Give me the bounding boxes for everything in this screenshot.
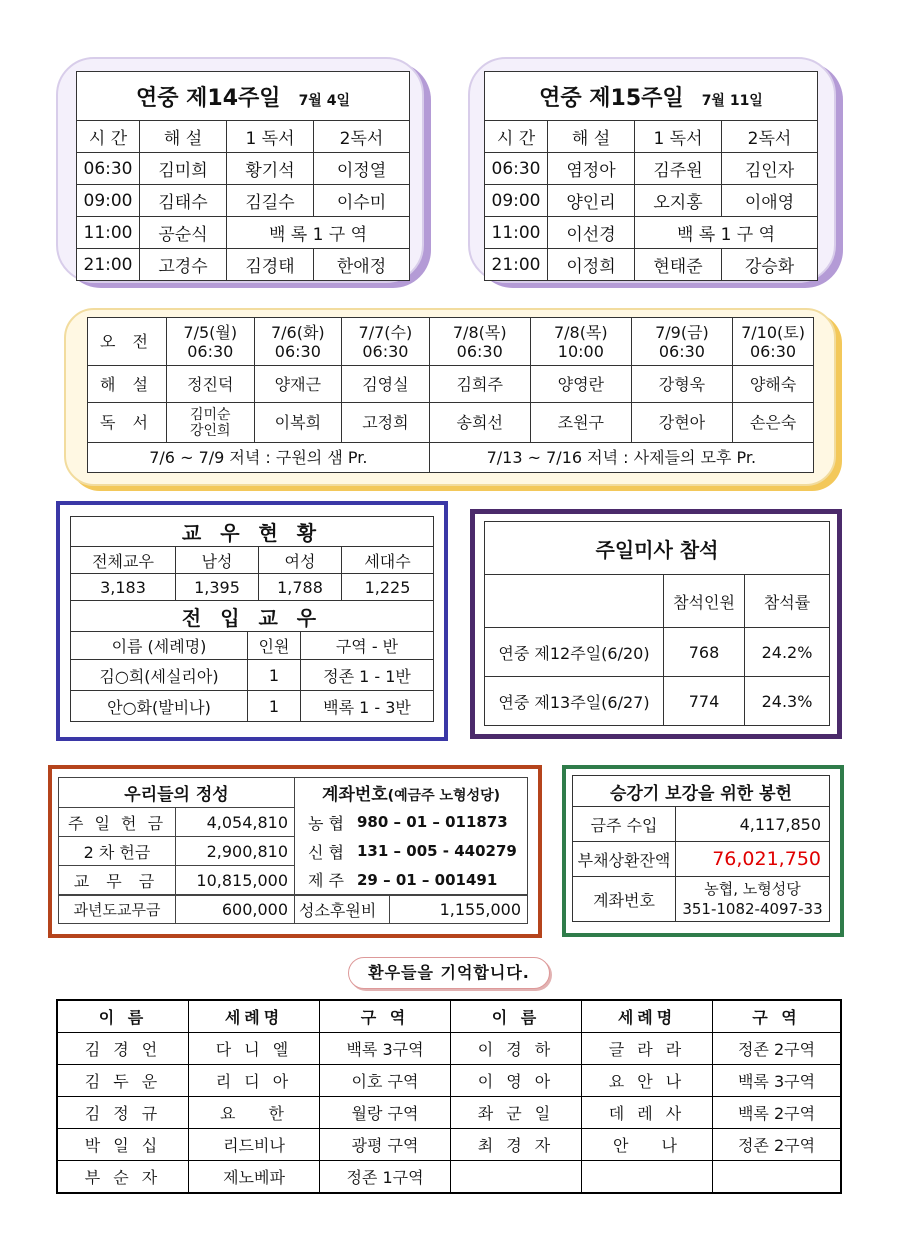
mass-header: 참석률 bbox=[745, 575, 830, 628]
offering-bank: 농 협 bbox=[295, 808, 358, 837]
weekday-date-cell bbox=[429, 318, 530, 366]
repair-account-number: 351-1082-4097-33 bbox=[682, 900, 823, 918]
week14-cell: 한애정 bbox=[314, 249, 410, 281]
remember-header: 구 역 bbox=[320, 1000, 451, 1033]
offering-amount: 4,054,810 bbox=[176, 808, 295, 837]
weekday-date: 7/7(수) bbox=[358, 322, 413, 342]
account-holder: (예금주 노형성당) bbox=[387, 788, 501, 805]
mass-week: 연중 제13주일(6/27) bbox=[485, 677, 664, 726]
week14-header: 2독서 bbox=[314, 121, 410, 153]
week15-cell: 염정아 bbox=[548, 153, 635, 185]
remember-name: 김 두 운 bbox=[57, 1065, 189, 1097]
remember-name: 이 경 하 bbox=[451, 1033, 582, 1065]
repair-title: 승강기 보강을 위한 봉헌 bbox=[573, 776, 830, 807]
weekday-commentary: 강형욱 bbox=[631, 366, 732, 403]
remember-name: 이 영 아 bbox=[451, 1065, 582, 1097]
weekday-note: 7/13 ~ 7/16 저녁 : 사제들의 모후 Pr. bbox=[429, 443, 813, 473]
week14-time: 21:00 bbox=[77, 249, 140, 281]
remember-baptismal: 리 디 아 bbox=[189, 1065, 320, 1097]
remember-baptismal: 요 안 나 bbox=[582, 1065, 713, 1097]
week14-cell: 김미희 bbox=[140, 153, 227, 185]
weekday-date-cell bbox=[167, 318, 255, 366]
offering-amount: 1,155,000 bbox=[390, 896, 528, 924]
members-header: 세대수 bbox=[342, 547, 434, 574]
offering-label: 주 일 헌 금 bbox=[59, 808, 176, 837]
offering-amount: 10,815,000 bbox=[176, 866, 295, 895]
week14-cell: 고경수 bbox=[140, 249, 227, 281]
week15-header: 시 간 bbox=[485, 121, 548, 153]
week15-cell: 강승화 bbox=[722, 249, 818, 281]
week14-cell: 이수미 bbox=[314, 185, 410, 217]
offering-account: 131 – 005 - 440279 bbox=[357, 837, 528, 866]
remember-district: 백록 3구역 bbox=[320, 1033, 451, 1065]
members-title: 교 우 현 황 bbox=[71, 517, 434, 547]
week14-cell: 김경태 bbox=[227, 249, 314, 281]
weekday-commentary: 양재근 bbox=[254, 366, 342, 403]
repair-value: 4,117,850 bbox=[676, 807, 830, 842]
remember-header: 세례명 bbox=[582, 1000, 713, 1033]
remember-district: 백록 3구역 bbox=[713, 1065, 842, 1097]
week15-time: 11:00 bbox=[485, 217, 548, 249]
weekday-date-cell bbox=[254, 318, 342, 366]
week15-cell: 이선경 bbox=[548, 217, 635, 249]
offering-account: 980 – 01 – 011873 bbox=[357, 808, 528, 837]
remember-baptismal: 리드비나 bbox=[189, 1129, 320, 1161]
week14-title-cell bbox=[77, 72, 410, 121]
weekday-date: 7/6(화) bbox=[270, 322, 325, 342]
new-members-header: 이름 (세례명) bbox=[71, 632, 248, 660]
repair-table bbox=[572, 775, 830, 922]
week15-cell: 오지홍 bbox=[635, 185, 722, 217]
repair-account-label: 계좌번호 bbox=[573, 877, 676, 922]
members-value: 3,183 bbox=[71, 574, 176, 601]
weekday-row-label: 오 전 bbox=[88, 318, 167, 366]
week14-time: 06:30 bbox=[77, 153, 140, 185]
weekday-reading: 송희선 bbox=[429, 403, 530, 443]
weekday-reading: 손은숙 bbox=[733, 403, 814, 443]
remember-name: 부 순 자 bbox=[57, 1161, 189, 1194]
members-value: 1,395 bbox=[176, 574, 259, 601]
remember-header: 이 름 bbox=[57, 1000, 189, 1033]
remember-name: 최 경 자 bbox=[451, 1129, 582, 1161]
week14-table bbox=[76, 71, 410, 281]
week15-header: 해 설 bbox=[548, 121, 635, 153]
week14-title: 연중 제14주일 bbox=[136, 85, 281, 111]
week14-cell: 이정열 bbox=[314, 153, 410, 185]
remember-table bbox=[56, 999, 842, 1194]
weekday-date-cell bbox=[342, 318, 430, 366]
weekday-time: 06:30 bbox=[187, 341, 234, 361]
week14-header: 1 독서 bbox=[227, 121, 314, 153]
week15-cell: 백 록 1 구 역 bbox=[635, 217, 818, 249]
remember-district: 백록 2구역 bbox=[713, 1097, 842, 1129]
new-member-name: 김○희(세실리아) bbox=[71, 660, 248, 691]
weekday-note: 7/6 ~ 7/9 저녁 : 구원의 샘 Pr. bbox=[88, 443, 430, 473]
week14-cell: 백 록 1 구 역 bbox=[227, 217, 410, 249]
offering-amount: 600,000 bbox=[176, 896, 295, 924]
remember-district bbox=[713, 1161, 842, 1194]
weekday-row-label: 독 서 bbox=[88, 403, 167, 443]
weekday-reading: 김미순 강인희 bbox=[167, 403, 255, 443]
members-header: 여성 bbox=[259, 547, 342, 574]
remember-baptismal: 안 나 bbox=[582, 1129, 713, 1161]
remember-name: 김 경 언 bbox=[57, 1033, 189, 1065]
repair-debt-value: 76,021,750 bbox=[676, 842, 830, 877]
remember-name: 박 일 십 bbox=[57, 1129, 189, 1161]
weekday-reading: 강현아 bbox=[631, 403, 732, 443]
members-value: 1,788 bbox=[259, 574, 342, 601]
offering-bank: 신 협 bbox=[295, 837, 358, 866]
remember-district: 광평 구역 bbox=[320, 1129, 451, 1161]
week14-cell: 공순식 bbox=[140, 217, 227, 249]
offering-account: 29 – 01 – 001491 bbox=[357, 866, 528, 895]
weekday-commentary: 정진덕 bbox=[167, 366, 255, 403]
weekday-time: 10:00 bbox=[557, 341, 604, 361]
mass-header: 참석인원 bbox=[664, 575, 745, 628]
week15-time: 21:00 bbox=[485, 249, 548, 281]
remember-baptismal: 다 니 엘 bbox=[189, 1033, 320, 1065]
weekday-commentary: 김희주 bbox=[429, 366, 530, 403]
mass-header bbox=[485, 575, 664, 628]
weekday-commentary: 양해숙 bbox=[733, 366, 814, 403]
new-member-count: 1 bbox=[248, 660, 301, 691]
week14-time: 09:00 bbox=[77, 185, 140, 217]
offering-bank: 제 주 bbox=[295, 866, 358, 895]
offering-title: 우리들의 정성 bbox=[59, 778, 295, 808]
weekday-time: 06:30 bbox=[658, 341, 705, 361]
offering-last-table bbox=[58, 895, 528, 924]
week15-time: 09:00 bbox=[485, 185, 548, 217]
week15-header: 2독서 bbox=[722, 121, 818, 153]
weekday-time: 06:30 bbox=[749, 341, 797, 361]
weekday-date: 7/10(토) bbox=[741, 322, 805, 342]
remember-header: 세례명 bbox=[189, 1000, 320, 1033]
offering-label: 2 차 헌금 bbox=[59, 837, 176, 866]
offering-table bbox=[58, 777, 528, 895]
weekday-row-label: 해 설 bbox=[88, 366, 167, 403]
week15-cell: 이정희 bbox=[548, 249, 635, 281]
week15-header: 1 독서 bbox=[635, 121, 722, 153]
remember-district: 이호 구역 bbox=[320, 1065, 451, 1097]
new-member-district: 정존 1 - 1반 bbox=[301, 660, 434, 691]
remember-name bbox=[451, 1161, 582, 1194]
mass-week: 연중 제12주일(6/20) bbox=[485, 628, 664, 677]
week14-header: 시 간 bbox=[77, 121, 140, 153]
weekday-reading: 이복희 bbox=[254, 403, 342, 443]
weekday-date: 7/9(금) bbox=[655, 322, 709, 342]
remember-baptismal: 데 레 사 bbox=[582, 1097, 713, 1129]
repair-label: 금주 수입 bbox=[573, 807, 676, 842]
weekday-table bbox=[87, 317, 814, 473]
weekday-date: 7/8(목) bbox=[452, 322, 507, 342]
remember-name: 김 정 규 bbox=[57, 1097, 189, 1129]
weekday-reading: 고정희 bbox=[342, 403, 430, 443]
remember-district: 정존 2구역 bbox=[713, 1033, 842, 1065]
weekday-time: 06:30 bbox=[456, 341, 503, 361]
offering-amount: 2,900,810 bbox=[176, 837, 295, 866]
week15-title-cell bbox=[485, 72, 818, 121]
week15-cell: 양인리 bbox=[548, 185, 635, 217]
members-header: 전체교우 bbox=[71, 547, 176, 574]
remember-baptismal: 요 한 bbox=[189, 1097, 320, 1129]
week15-date: 7월 11일 bbox=[701, 92, 763, 109]
mass-rate: 24.3% bbox=[745, 677, 830, 726]
week15-cell: 김인자 bbox=[722, 153, 818, 185]
weekday-date-cell bbox=[530, 318, 631, 366]
repair-label: 부채상환잔액 bbox=[573, 842, 676, 877]
week14-time: 11:00 bbox=[77, 217, 140, 249]
members-value: 1,225 bbox=[342, 574, 434, 601]
remember-header: 이 름 bbox=[451, 1000, 582, 1033]
week15-cell: 김주원 bbox=[635, 153, 722, 185]
week14-cell: 김길수 bbox=[227, 185, 314, 217]
week14-cell: 황기석 bbox=[227, 153, 314, 185]
repair-account-bank: 농협, 노형성당 bbox=[704, 880, 801, 898]
week14-date: 7월 4일 bbox=[298, 92, 350, 109]
repair-account-cell bbox=[676, 877, 830, 922]
remember-header: 구 역 bbox=[713, 1000, 842, 1033]
new-members-table bbox=[70, 600, 434, 722]
week15-time: 06:30 bbox=[485, 153, 548, 185]
new-members-title: 전 입 교 우 bbox=[71, 601, 434, 632]
offering-label: 과년도교무금 bbox=[59, 896, 176, 924]
week15-cell: 현태준 bbox=[635, 249, 722, 281]
remember-district: 월랑 구역 bbox=[320, 1097, 451, 1129]
week15-title: 연중 제15주일 bbox=[539, 85, 684, 111]
weekday-reading: 조원구 bbox=[530, 403, 631, 443]
remember-district: 정존 2구역 bbox=[713, 1129, 842, 1161]
week14-cell: 김태수 bbox=[140, 185, 227, 217]
week14-header: 해 설 bbox=[140, 121, 227, 153]
weekday-date-cell bbox=[631, 318, 732, 366]
new-members-header: 구역 - 반 bbox=[301, 632, 434, 660]
remember-baptismal: 제노베파 bbox=[189, 1161, 320, 1194]
remember-baptismal: 글 라 라 bbox=[582, 1033, 713, 1065]
weekday-commentary: 양영란 bbox=[530, 366, 631, 403]
weekday-date: 7/5(월) bbox=[183, 322, 238, 342]
weekday-date: 7/8(목) bbox=[553, 322, 608, 342]
new-member-count: 1 bbox=[248, 691, 301, 722]
remember-baptismal bbox=[582, 1161, 713, 1194]
offering-label: 교 무 금 bbox=[59, 866, 176, 895]
week15-cell: 이애영 bbox=[722, 185, 818, 217]
account-title-cell bbox=[295, 778, 528, 808]
account-title: 계좌번호 bbox=[321, 785, 388, 806]
mass-title: 주일미사 참석 bbox=[485, 522, 830, 575]
members-header: 남성 bbox=[176, 547, 259, 574]
weekday-time: 06:30 bbox=[362, 341, 409, 361]
remember-name: 좌 군 일 bbox=[451, 1097, 582, 1129]
mass-count: 768 bbox=[664, 628, 745, 677]
mass-table bbox=[484, 521, 830, 726]
weekday-date-cell bbox=[733, 318, 814, 366]
mass-count: 774 bbox=[664, 677, 745, 726]
mass-rate: 24.2% bbox=[745, 628, 830, 677]
members-table bbox=[70, 516, 434, 601]
offering-label: 성소후원비 bbox=[295, 896, 390, 924]
new-member-district: 백록 1 - 3반 bbox=[301, 691, 434, 722]
new-members-header: 인원 bbox=[248, 632, 301, 660]
weekday-time: 06:30 bbox=[274, 341, 321, 361]
remember-title: 환우들을 기억합니다. bbox=[348, 957, 550, 989]
remember-district: 정존 1구역 bbox=[320, 1161, 451, 1194]
new-member-name: 안○화(발비나) bbox=[71, 691, 248, 722]
weekday-commentary: 김영실 bbox=[342, 366, 430, 403]
week15-table bbox=[484, 71, 818, 281]
